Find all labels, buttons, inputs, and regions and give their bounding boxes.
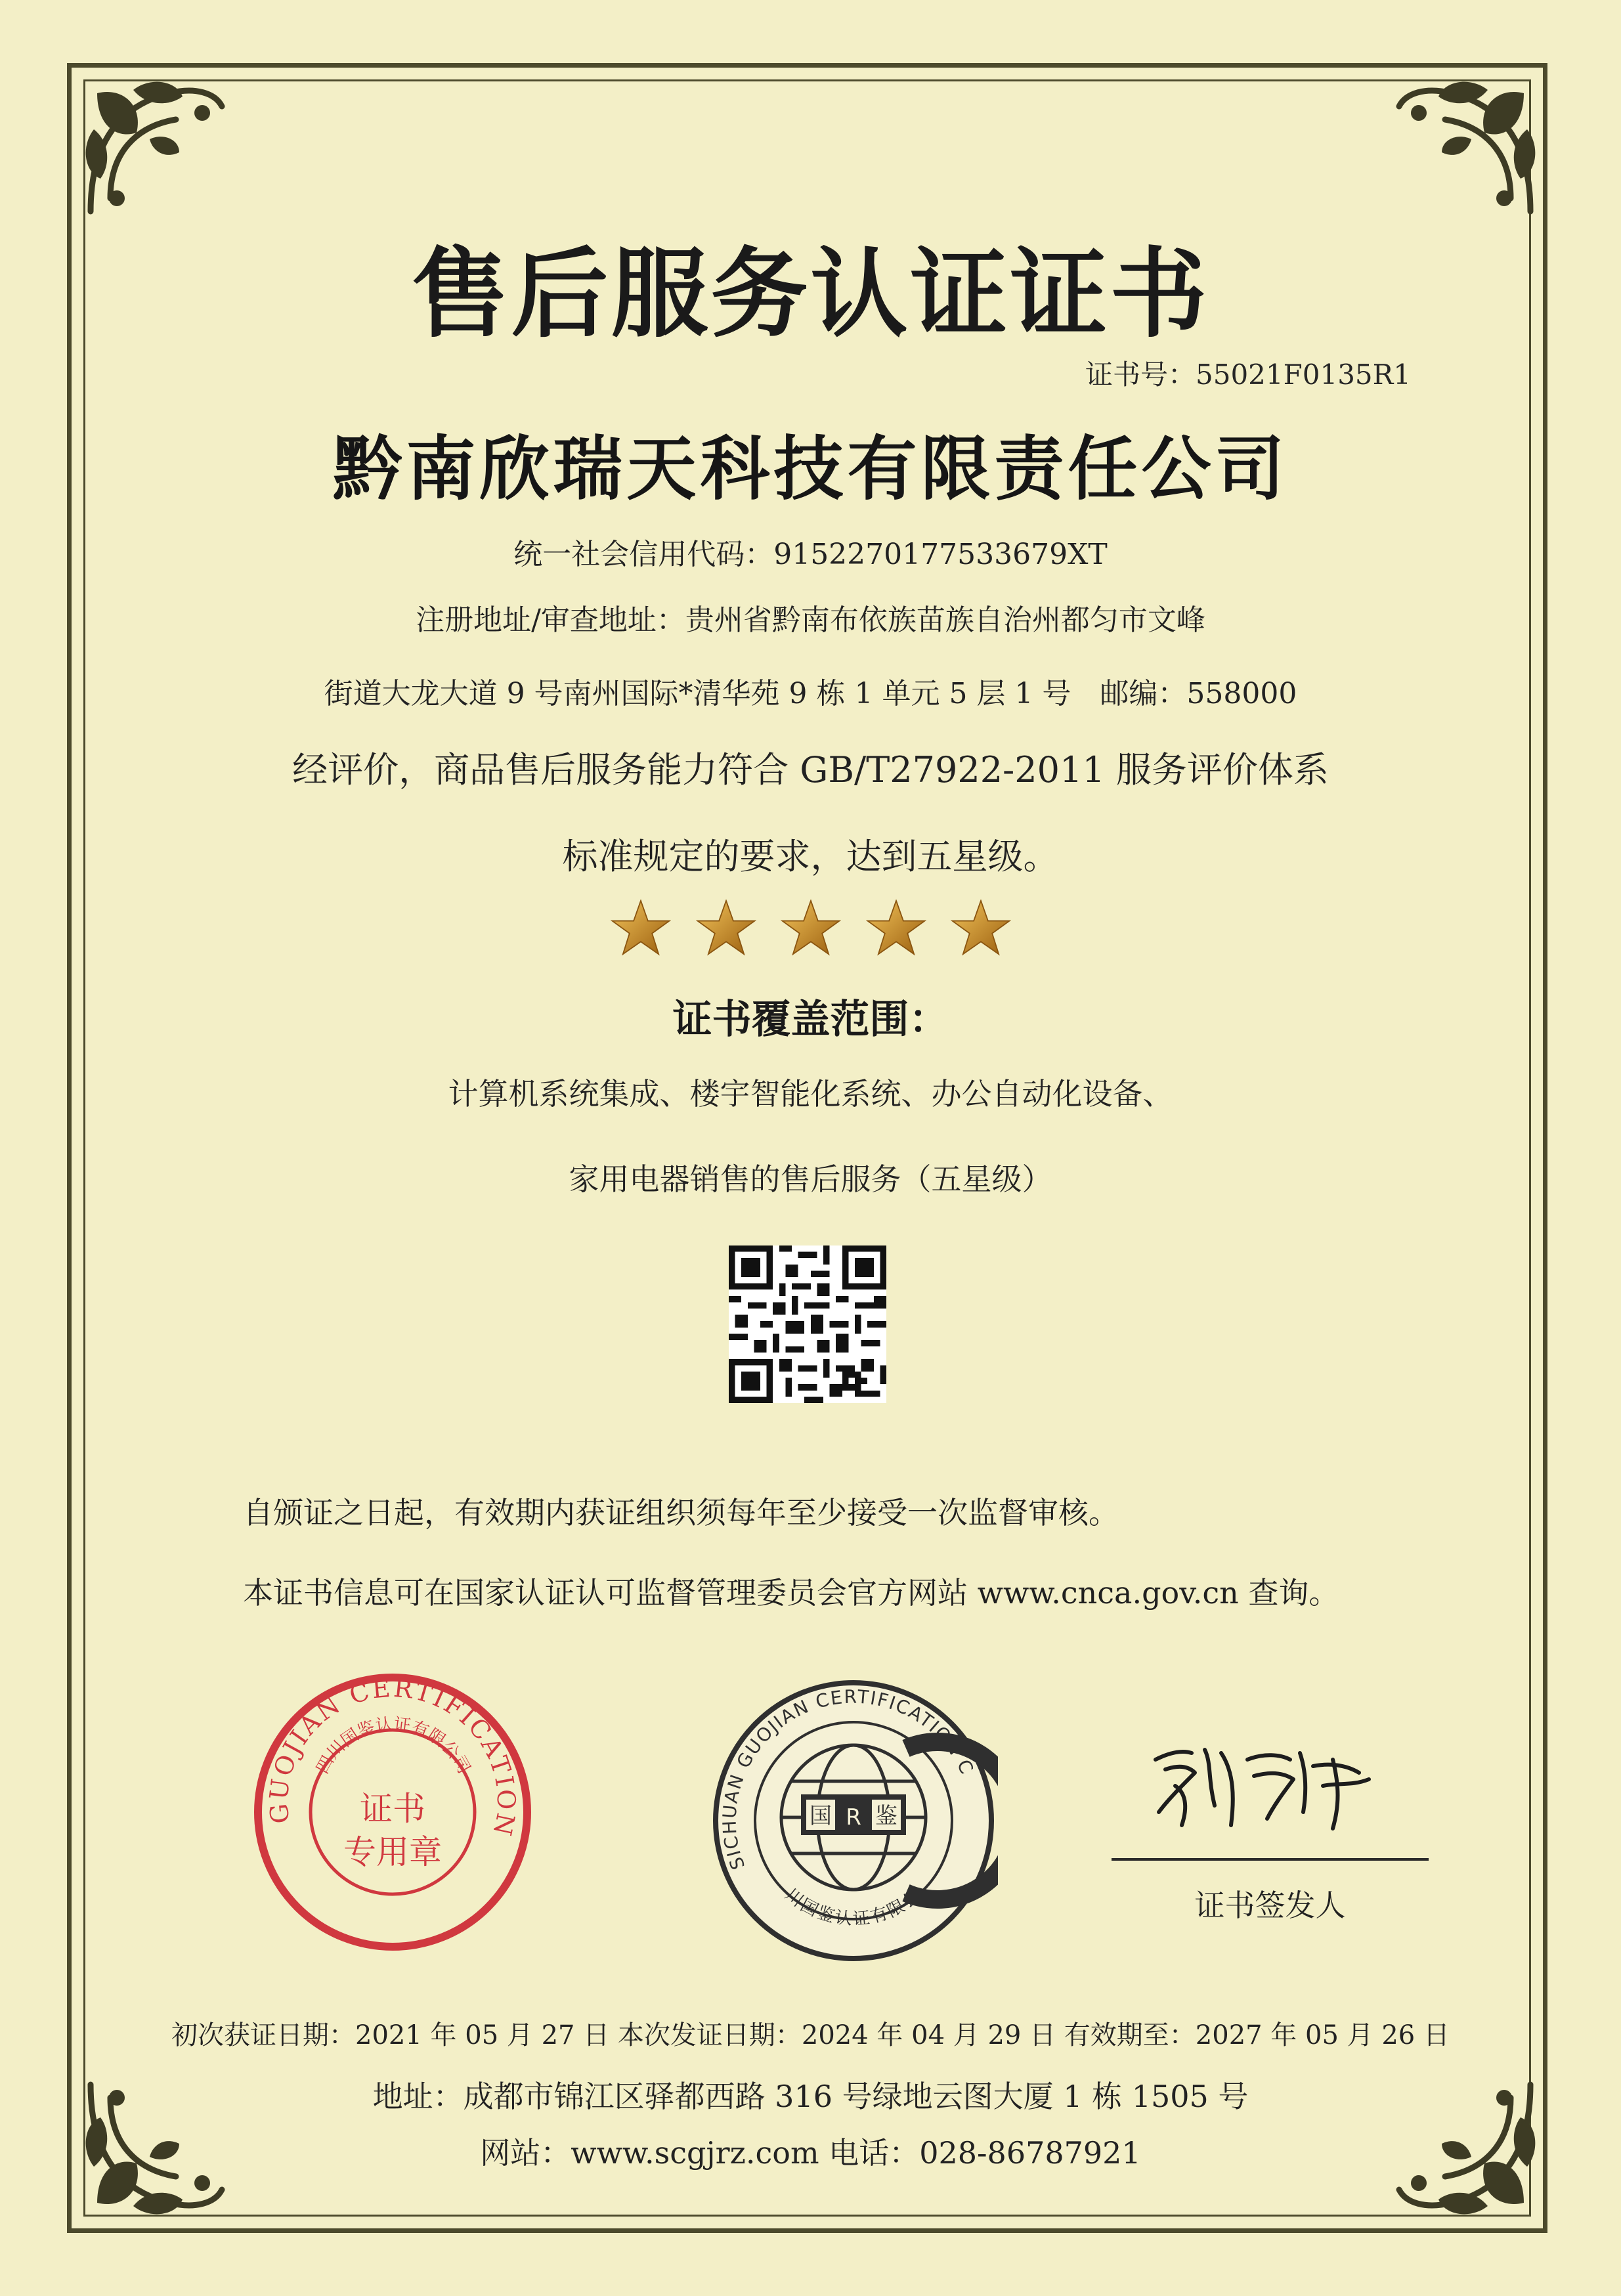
- gold-star-icon: [781, 899, 841, 956]
- address-line-2: 街道大龙大道 9 号南州国际*清华苑 9 栋 1 单元 5 层 1 号 邮编：558000: [324, 677, 1297, 710]
- logo-left-char: 国: [810, 1803, 832, 1829]
- evaluation-line-2: 标准规定的要求，达到五星级。: [562, 836, 1059, 877]
- logo-bottom-text: 川国鉴认证有限公: [781, 1884, 926, 1930]
- scope-line-2: 家用电器销售的售后服务（五星级）: [569, 1161, 1052, 1197]
- signer-label: 证书签发人: [1194, 1888, 1346, 1923]
- query-notice: 本证书信息可在国家认证认可监督管理委员会官方网站 www.cnca.gov.cn 查询。: [243, 1575, 1339, 1611]
- floral-corner-ornament-icon: [1386, 67, 1550, 231]
- gold-star-icon: [951, 899, 1011, 956]
- company-logo-seal: [709, 1676, 998, 1965]
- star-rating: [611, 899, 1011, 956]
- certificate-number: 证书号：55021F0135R1: [1085, 358, 1411, 391]
- scope-title: 证书覆盖范围：: [672, 997, 949, 1043]
- certificate-title: 售后服务认证证书: [411, 238, 1210, 351]
- address-line-1: 注册地址/审查地址：贵州省黔南布依族苗族自治州都匀市文峰: [416, 603, 1205, 637]
- signature-line: [1112, 1858, 1429, 1861]
- seal-center-line-1: 证书: [360, 1790, 425, 1828]
- validity-notice: 自颁证之日起，有效期内获证组织须每年至少接受一次监督审核。: [243, 1495, 1119, 1530]
- evaluation-line-1: 经评价，商品售后服务能力符合 GB/T27922-2011 服务评价体系: [292, 749, 1329, 791]
- issuer-address: 地址：成都市锦江区驿都西路 316 号绿地云图大厦 1 栋 1505 号: [372, 2079, 1249, 2114]
- svg-text:四川国鉴认证有限公司: [313, 1715, 473, 1777]
- floral-corner-ornament-icon: [71, 67, 235, 231]
- credit-code: 统一社会信用代码：9152270177533679XT: [513, 538, 1108, 571]
- gold-star-icon: [696, 899, 756, 956]
- gold-star-icon: [611, 899, 671, 956]
- scope-line-1: 计算机系统集成、楼宇智能化系统、办公自动化设备、: [448, 1076, 1173, 1112]
- logo-outer-text: SICHUAN GUOJIAN CERTIFICATION C: [718, 1685, 978, 1873]
- logo-right-char: 鉴: [875, 1803, 897, 1829]
- company-name: 黔南欣瑞天科技有限责任公司: [332, 427, 1289, 509]
- gold-star-icon: [866, 899, 926, 956]
- issuer-contact: 网站：www.scgjrz.com 电话：028-86787921: [480, 2135, 1141, 2171]
- qr-code-icon[interactable]: [729, 1245, 886, 1403]
- certificate-seal: [248, 1668, 537, 1957]
- handwritten-signature: [1142, 1714, 1392, 1845]
- seal-outer-text: GUOJIAN CERTIFICATION: [264, 1673, 521, 1840]
- seal-center-line-2: 专用章: [343, 1833, 442, 1871]
- certificate-dates: 初次获证日期：2021 年 05 月 27 日 本次发证日期：2024 年 04 月 29 日 有效期至：2027 年 05 月 26 日: [171, 2020, 1450, 2050]
- logo-middle-char: R: [846, 1804, 861, 1830]
- seal-inner-text: 四川国鉴认证有限公司: [313, 1714, 474, 1777]
